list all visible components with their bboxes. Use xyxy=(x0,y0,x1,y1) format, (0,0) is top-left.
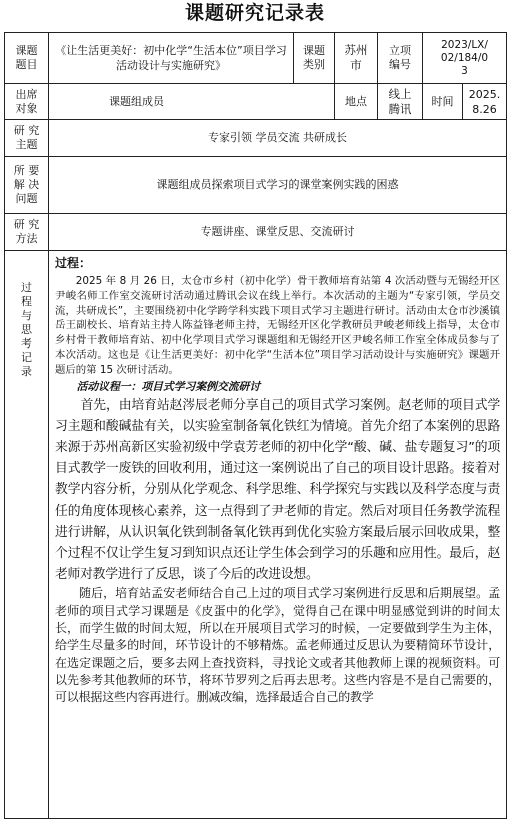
problem-label xyxy=(5,157,49,214)
approval-value xyxy=(423,33,507,84)
topic-label-text: 课题 题目 xyxy=(15,44,38,71)
location-value xyxy=(378,84,423,120)
theme-label-text: 研 究 主题 xyxy=(13,124,40,151)
problem-label-text: 所 要 解 决 问题 xyxy=(13,164,40,205)
attendees-value: 课题组成员 xyxy=(49,84,335,120)
process-label-text: 过 程 与 思 考 记 录 xyxy=(21,281,32,378)
process-content xyxy=(49,251,507,819)
process-row xyxy=(5,251,507,819)
category-value-text: 苏州 市 xyxy=(344,43,368,72)
theme-label xyxy=(5,120,49,157)
method-row xyxy=(5,214,507,251)
method-value: 专题讲座、课堂反思、交流研讨 xyxy=(49,214,507,251)
approval-label xyxy=(378,33,423,84)
process-label xyxy=(5,251,49,819)
problem-row xyxy=(5,157,507,214)
topic-value: 《让生活更美好：初中化学“生活本位”项目学习活动设计与实施研究》 xyxy=(49,33,294,84)
location-label: 地点 xyxy=(335,84,378,120)
theme-row xyxy=(5,120,507,157)
process-heading: 过程： xyxy=(55,256,92,270)
problem-value: 课题组成员探索项目式学习的课堂案例实践的困惑 xyxy=(49,157,507,214)
document-title: 课题研究记录表 xyxy=(184,2,325,24)
agenda-one-heading: 活动议程一：项目式学习案例交流研讨 xyxy=(76,379,261,393)
category-value xyxy=(335,33,378,84)
method-label-text: 研 究 方法 xyxy=(13,218,40,245)
meng-reflection-paragraph: 随后，培育站孟安老师结合自己上过的项目式学习案例进行反思和后期展望。孟老师的项目式学习课题是《皮蛋中的化学》，觉得自己在课中明显感觉到讲的时间太长，而学生做的时间太短，所以在开展项目式学习的时候，一定要做到学生为主体，给学生尽量多的时间，环节设计的不够精炼。孟老师通过反思认为要精简环节设计，在选定课题之后，要多去网上查找资料，寻找论文或者其他教师上课的视频资料。可以先参考其他教师的环节，将环节罗列之后再去思考。这些内容是不是自己需要的，可以根据这些内容再进行。删减改编，选择最适合自己的教学 xyxy=(55,586,501,705)
attendees-row xyxy=(5,84,507,120)
time-value-text: 2025. 8.26 xyxy=(468,87,501,116)
topic-label xyxy=(5,33,49,84)
topic-row xyxy=(5,33,507,84)
attendees-label-text: 出席 对象 xyxy=(15,87,38,115)
location-value-text: 线上 腾讯 xyxy=(388,86,412,116)
time-label: 时间 xyxy=(423,84,463,120)
research-record-table xyxy=(4,32,507,819)
method-label xyxy=(5,214,49,251)
theme-value: 专家引领 学员交流 共研成长 xyxy=(49,120,507,157)
category-label xyxy=(294,33,335,84)
approval-value-text: 2023/LX/ 02/184/0 3 xyxy=(440,38,489,77)
zhao-case-paragraph: 首先，由培育站赵涔辰老师分享自己的项目式学习案例。赵老师的项目式学习主题和酸碱盐有关，以实验室制备氧化铁红为情境。首先介绍了本案例的思路来源于苏州高新区实验初级中学袁芳老师的初中化学“酸、碱、盐专题复习”的项目式教学一废铁的回收利用，通过这一案例说出了自己的项目设计思路。接着对教学内容分析，分别从化学观念、科学思维、科学探究与实践以及科学态度与责任的角度体现核心素养，这一点得到了尹老师的肯定。然后对项目任务教学流程进行讲解，从认识氧化铁到制备氧化铁再到优化实验方案最后展示回收成果，整个过程不仅让学生复习到知识点还让学生体会到学习的乐趣和应用性。最后，赵老师对教学进行了反思，谈了今后的改进设想。 xyxy=(55,397,501,583)
time-value xyxy=(463,84,507,120)
category-label-text: 课题 类别 xyxy=(303,44,325,71)
approval-label-text: 立项 编号 xyxy=(389,44,411,71)
intro-paragraph: 2025 年 8 月 26 日，太仓市乡村（初中化学）骨干教师培育站第 4 次活动暨与无锡经开区尹峻名师工作室交流研讨活动通过腾讯会议在线上举行。本次活动的主题为“专家引领，学员交流，共研成长”，主要围绕初中化学跨学科实践下项目式学习主题进行研讨。活动由太仓市沙溪镇岳王副校长、培育站主持人陈益锋老师主持，无锡经开区化学教研员尹峻老师线上指导，太仓市乡村骨干教师培育站、初中化学项目式学习课题组和无锡经开区尹峻名师工作室全体成员参与了本次活动。这也是《让生活更美好：初中化学“生活本位”项目学习活动设计与实施研究》课题开题后的第 15 次研讨活动。 xyxy=(55,275,501,376)
attendees-label xyxy=(5,84,49,120)
